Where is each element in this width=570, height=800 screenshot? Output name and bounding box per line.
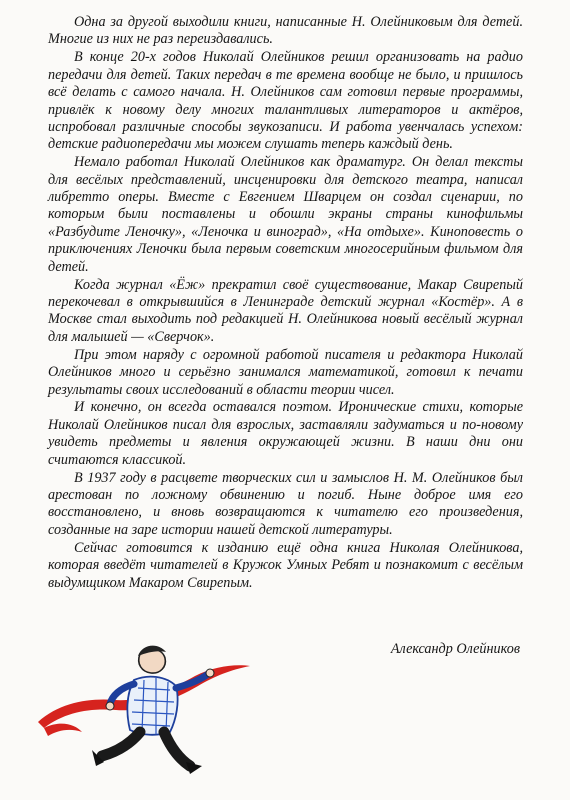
paragraph-5: При этом наряду с огромной работой писателя и редактора Николай Олейников много и серьёзно занимался математикой, готовил к печати результаты своих исследований в области теории чисел. <box>48 346 523 398</box>
paragraph-2: В конце 20-х годов Николай Олейников решил организовать на радио передачи для детей. Таких передач в те времена вообще не было, и пришлось всё делать с самого начала. Н. Олейников сам готовил первые программы, привлёк к новому делу многих талантливых литераторов и актёров, испробовал различные способы звукозаписи. И работа увенчалась успехом: детские радиопередачи мы можем слушать теперь каждый день. <box>48 49 523 153</box>
running-boy-illustration <box>30 640 270 780</box>
paragraph-3: Немало работал Николай Олейников как драматург. Он делал тексты для весёлых представлений, инсценировки для детского театра, написал либретто оперы. Вместе с Евгением Шварцем он создал сценарии, по которым были поставлены и обошли экраны страны кинофильмы «Разбудите Леночку», «Леночка и виноград», «На отдыхе». Киноповесть о приключениях Леночки была первым советским многосерийным фильмом для детей. <box>48 154 523 275</box>
paragraph-1: Одна за другой выходили книги, написанные Н. Олейниковым для детей. Многие из них не раз переиздавались. <box>48 14 523 48</box>
article-body <box>48 14 523 592</box>
paragraph-6: И конечно, он всегда оставался поэтом. Иронические стихи, которые Николай Олейников писал для взрослых, заставляли задуматься и по-новому увидеть предметы и явления окружающей жизни. В наши дни они считаются классикой. <box>48 399 523 468</box>
paragraph-4: Когда журнал «Ёж» прекратил своё существование, Макар Свирепый перекочевал в открывшийся в Ленинграде детский журнал «Костёр». А в Москве стал выходить под редакцией Н. Олейникова новый весёлый журнал для малышей — «Сверчок». <box>48 276 523 345</box>
paragraph-8: Сейчас готовится к изданию ещё одна книга Николая Олейникова, которая введёт читателей в Кружок Умных Ребят и познакомит с весёлым выдумщиком Макаром Свирепым. <box>48 539 523 591</box>
paragraph-7: В 1937 году в расцвете творческих сил и замыслов Н. М. Олейников был арестован по ложному обвинению и погиб. Ныне доброе имя его восстановлено, и вновь возвращаются к читателю его произведения, созданные на заре истории нашей детской литературы. <box>48 469 523 538</box>
author-signature: Александр Олейников <box>390 641 520 657</box>
